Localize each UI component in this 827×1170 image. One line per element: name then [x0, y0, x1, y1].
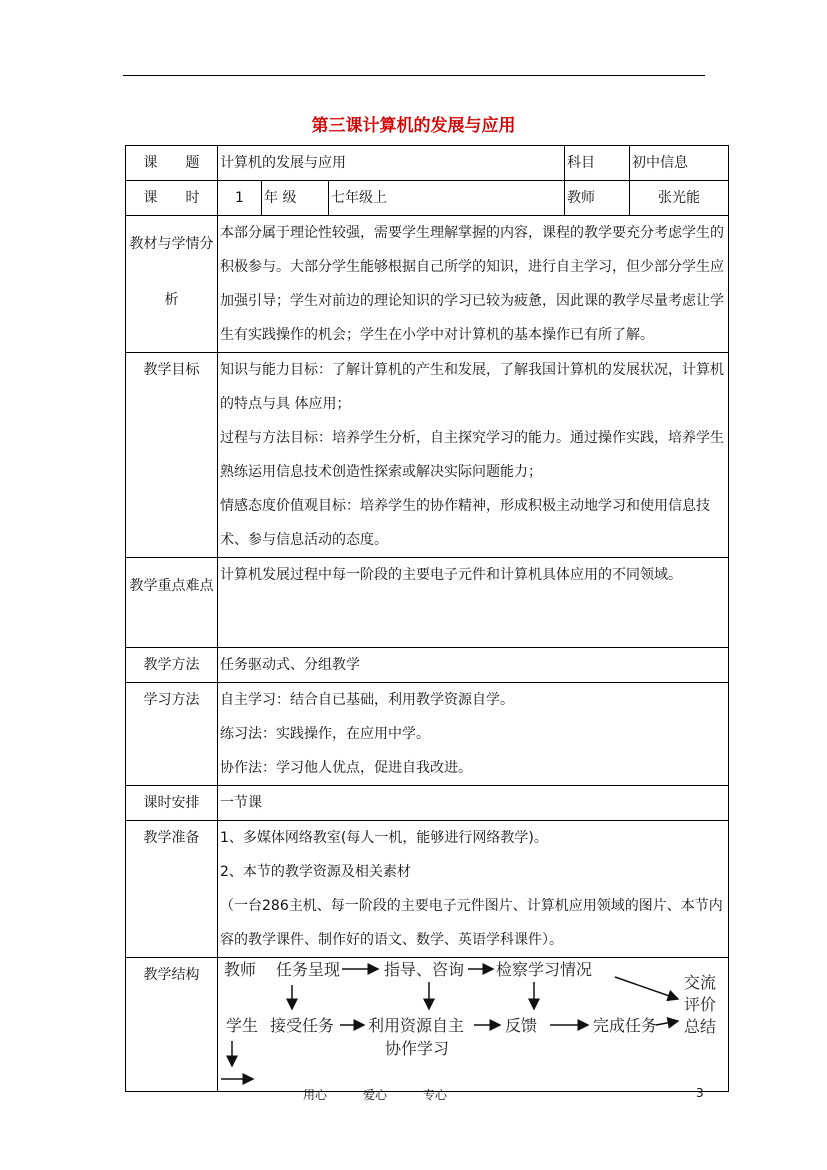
learning-2: 练习法：实践操作，在应用中学。 [220, 726, 430, 742]
row-topic [126, 146, 729, 181]
lesson-plan-table [125, 145, 729, 1092]
prep-3: （一台286主机、每一阶段的主要电子元件图片、计算机应用领域的图片、本节内容的教学课件、制作好的语文、数学、英语学科课件）。 [220, 898, 723, 948]
label-topic: 课 题 [126, 146, 218, 181]
value-subject: 初中信息 [630, 146, 729, 181]
label-method: 教学方法 [126, 648, 218, 683]
flow-feedback: 反馈 [505, 1016, 538, 1035]
prep-1: 1、多媒体网络教室(每人一机，能够进行网络教学)。 [220, 830, 548, 846]
text-analysis: 本部分属于理论性较强，需要学生理解掌握的内容，课程的教学要充分考虑学生的积极参与。大部分学生能够根据自己所学的知识，进行自主学习，但少部分学生应加强引导；学生对前边的理论知识的学习已较为疲惫，因此课的教学尽量考虑让学生有实践操作的机会；学生在小学中对计算机的基本操作已有所了解。 [218, 216, 729, 353]
row-structure [126, 958, 729, 1092]
structure-diagram [218, 958, 728, 1091]
flow-guide: 指导、咨询 [384, 960, 465, 979]
flow-finish-task: 完成任务 [593, 1016, 658, 1035]
label-goals: 教学目标 [126, 353, 218, 558]
label-learning: 学习方法 [126, 683, 218, 786]
goal-process: 过程与方法目标：培养学生分析，自主探究学习的能力。通过操作实践，培养学生熟练运用信息技术创造性探索或解决实际问题能力； [220, 430, 724, 480]
flow-diagram [218, 958, 727, 1091]
label-prep: 教学准备 [126, 821, 218, 958]
value-teacher: 张光能 [630, 181, 729, 216]
flow-task-present: 任务呈现 [276, 960, 341, 979]
row-key [126, 558, 729, 648]
label-subject: 科目 [565, 146, 630, 181]
learning-1: 自主学习：结合自已基础，利用教学资源自学。 [220, 692, 514, 708]
row-prep [126, 821, 729, 958]
label-structure: 教学结构 [126, 958, 218, 1092]
value-topic: 计算机的发展与应用 [218, 146, 565, 181]
page-number: 3 [696, 1086, 704, 1100]
flow-summary: 总结 [684, 1017, 717, 1036]
value-period: 1 [218, 181, 262, 216]
flow-use-resources: 利用资源自主 [368, 1016, 465, 1035]
text-schedule: 一节课 [218, 786, 729, 821]
row-learning [126, 683, 729, 786]
learning-cell [218, 683, 729, 786]
footer-motto: 用心 爱心 专心 [303, 1088, 448, 1102]
text-method: 任务驱动式、分组教学 [218, 648, 729, 683]
goal-attitude: 情感态度价值观目标：培养学生的协作精神，形成积极主动地学习和使用信息技术、参与信息活动的态度。 [220, 498, 710, 548]
row-analysis [126, 216, 729, 353]
prep-cell [218, 821, 729, 958]
flow-cooperate: 协作学习 [385, 1039, 450, 1058]
label-teacher: 教师 [565, 181, 630, 216]
row-period [126, 181, 729, 216]
flow-check: 检察学习情况 [496, 960, 593, 979]
prep-2: 2、本节的教学资源及相关素材 [220, 864, 411, 880]
row-method [126, 648, 729, 683]
flow-exchange: 交流 [684, 973, 717, 992]
goal-knowledge: 知识与能力目标：了解计算机的产生和发展，了解我国计算机的发展状况，计算机的特点与具 体应用； [220, 362, 724, 412]
structure-cell [218, 958, 729, 1092]
flow-accept-task: 接受任务 [270, 1016, 335, 1035]
label-period: 课 时 [126, 181, 218, 216]
label-grade: 年 级 [262, 181, 329, 216]
value-grade: 七年级上 [329, 181, 565, 216]
goals-cell [218, 353, 729, 558]
row-goals [126, 353, 729, 558]
row-schedule [126, 786, 729, 821]
header-rule [123, 75, 705, 76]
label-key: 教学重点难点 [126, 558, 218, 648]
text-key: 计算机发展过程中每一阶段的主要电子元件和计算机具体应用的不同领域。 [218, 558, 729, 648]
document-title: 第三课计算机的发展与应用 [311, 116, 516, 136]
learning-3: 协作法：学习他人优点，促进自我改进。 [220, 760, 472, 776]
label-analysis: 教材与学情分析 [126, 216, 218, 353]
label-schedule: 课时安排 [126, 786, 218, 821]
flow-student: 学生 [226, 1016, 259, 1035]
flow-teacher: 教师 [224, 960, 257, 979]
flow-evaluate: 评价 [684, 995, 717, 1014]
